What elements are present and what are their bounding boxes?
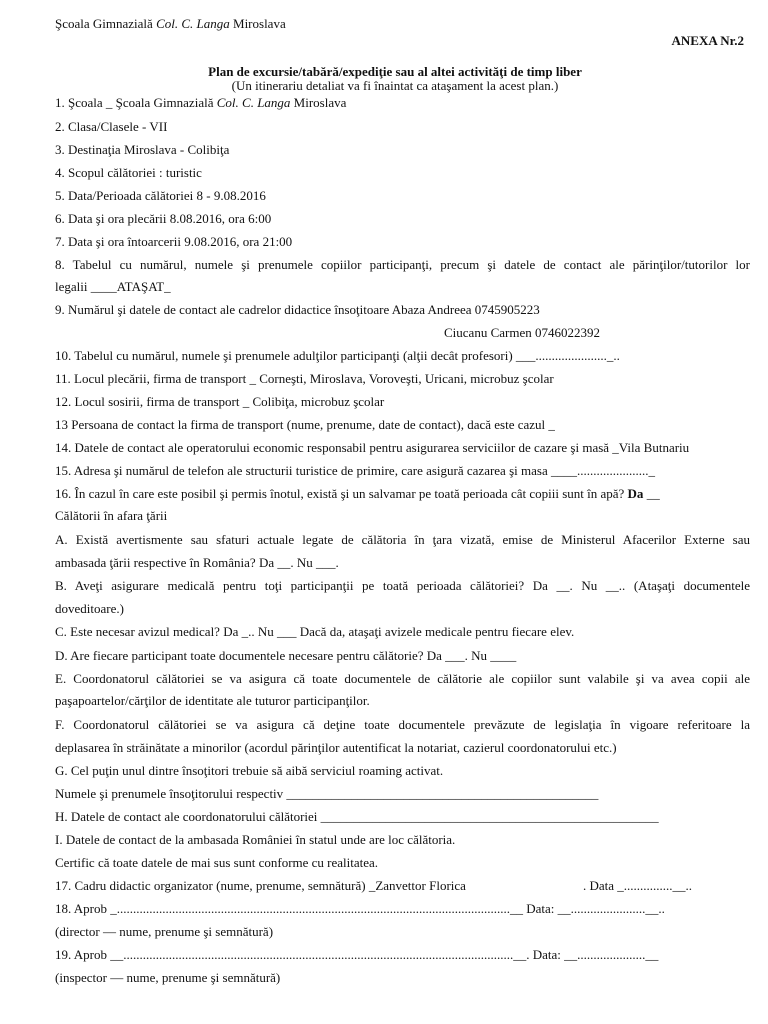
item-d: D. Are fiecare participant toate documentele necesare pentru călătorie? Da ___. Nu ____ <box>55 648 517 663</box>
item-c: C. Este necesar avizul medical? Da _.. Nu ___ Dacă da, ataşaţi avizele medicale pentru fiecare elev. <box>55 624 575 639</box>
item-9-line-2: Ciucanu Carmen 0746022392 <box>444 325 600 340</box>
certification: Certific că toate datele de mai sus sunt conforme cu realitatea. <box>55 855 379 870</box>
abroad-heading: Călătorii în afara ţării <box>55 508 168 523</box>
item-14: 14. Datele de contact ale operatorului economic responsabil pentru asigurarea serviciilor de cazare şi masă _Vila Butnariu <box>55 440 690 455</box>
item-18: 18. Aprob _.........................................................................................................................__ Data: __.......................__.. <box>55 901 665 916</box>
item-1-text-end: Miroslava <box>290 95 347 110</box>
item-17: 17. Cadru didactic organizator (nume, prenume, semnătură) _Zanvettor Florica <box>55 878 466 893</box>
item-9-line-1: 9. Numărul şi datele de contact ale cadrelor didactice însoţitoare Abaza Andreea 0745905223 <box>55 302 540 317</box>
item-7: 7. Data şi ora întoarcerii 9.08.2016, ora 21:00 <box>55 234 293 249</box>
item-g-name: Numele şi prenumele însoţitorului respectiv ________________________________________________ <box>55 786 599 801</box>
item-11: 11. Locul plecării, firma de transport _ Corneşti, Miroslava, Voroveşti, Uricani, microbuz şcolar <box>55 371 554 386</box>
item-19: 19. Aprob __........................................................................................................................__. Data: __.....................__ <box>55 947 659 962</box>
item-16-text-end: __ <box>643 486 660 501</box>
item-8-line-2: legalii ____ATAŞAT_ <box>55 279 171 294</box>
item-16-bold: Da <box>627 486 644 501</box>
document-subtitle: (Un itinerariu detaliat va fi înaintat ca ataşament la acest plan.) <box>231 78 559 93</box>
item-1-text: 1. Şcoala _ Şcoala Gimnazială <box>55 95 217 110</box>
item-e-line-1: E. Coordonatorul călătoriei se va asigura că toate documentele de călătorie ale copiilor sunt valabile şi va avea copii ale <box>55 671 750 686</box>
item-15: 15. Adresa şi numărul de telefon ale structurii turistice de primire, care asigură cazarea şi masa ____......................_ <box>55 463 655 478</box>
item-h: H. Datele de contact ale coordonatorului călătoriei ____________________________________________________ <box>55 809 659 824</box>
item-12: 12. Locul sosirii, firma de transport _ Colibiţa, microbuz şcolar <box>55 394 385 409</box>
item-6: 6. Data şi ora plecării 8.08.2016, ora 6:00 <box>55 211 272 226</box>
item-f-line-1: F. Coordonatorul călătoriei se va asigura că deţine toate documentele prevăzute de legislaţia în vigoare referitoare la <box>55 717 750 732</box>
school-header-text-end: Miroslava <box>229 16 286 31</box>
document-title: Plan de excursie/tabără/expediţie sau al altei activităţi de timp liber <box>208 64 582 79</box>
item-16 <box>55 486 750 502</box>
school-header-italic: Col. C. Langa <box>156 16 230 31</box>
item-f-line-2: deplasarea în străinătate a minorilor (acordul părinţilor autentificat la notariat, cazierul coordonatorului etc.) <box>55 740 617 755</box>
item-1-italic: Col. C. Langa <box>216 95 291 110</box>
item-17-date: . Data _...............__.. <box>583 878 693 893</box>
item-3: 3. Destinaţia Miroslava - Colibiţa <box>55 142 230 157</box>
item-2: 2. Clasa/Clasele - VII <box>55 119 168 134</box>
item-13: 13 Persoana de contact la firma de transport (nume, prenume, date de contact), dacă este cazul _ <box>55 417 555 432</box>
item-10: 10. Tabelul cu numărul, numele şi prenumele adulţilor participanţi (alţii decât profesori) ___......................_.. <box>55 348 620 363</box>
item-b-line-1: B. Aveţi asigurare medicală pentru toţi participanţii pe toată perioada călătoriei? Da __. Nu __.. (Ataşaţi documentele <box>55 578 750 593</box>
item-g: G. Cel puţin unul dintre însoţitori trebuie să aibă serviciul roaming activat. <box>55 763 444 778</box>
school-header <box>55 16 286 32</box>
item-i: I. Datele de contact de la ambasada României în statul unde are loc călătoria. <box>55 832 456 847</box>
school-header-text: Şcoala Gimnazială <box>55 16 157 31</box>
item-a-line-2: ambasada ţării respective în România? Da __. Nu ___. <box>55 555 339 570</box>
item-e-line-2: paşapoartelor/cărţilor de identitate ale tuturor participanţilor. <box>55 693 370 708</box>
item-19-signature: (inspector — nume, prenume şi semnătură) <box>55 970 281 985</box>
item-4: 4. Scopul călătoriei : turistic <box>55 165 202 180</box>
item-18-signature: (director — nume, prenume şi semnătură) <box>55 924 274 939</box>
item-1 <box>55 95 750 111</box>
item-a-line-1: A. Există avertismente sau sfaturi actuale legate de călătoria în ţara vizată, emise de Ministerul Afacerilor Externe sau <box>55 532 750 547</box>
item-16-text: 16. În cazul în care este posibil şi permis înotul, există şi un salvamar pe toată perioada cât copiii sunt în apă? <box>55 486 628 501</box>
item-8-line-1: 8. Tabelul cu numărul, numele şi prenumele copiilor participanţi, precum şi datele de contact ale părinţilor/tutorilor lor <box>55 257 750 272</box>
item-5: 5. Data/Perioada călătoriei 8 - 9.08.2016 <box>55 188 266 203</box>
item-b-line-2: doveditoare.) <box>55 601 124 616</box>
annex-label: ANEXA Nr.2 <box>671 33 744 48</box>
